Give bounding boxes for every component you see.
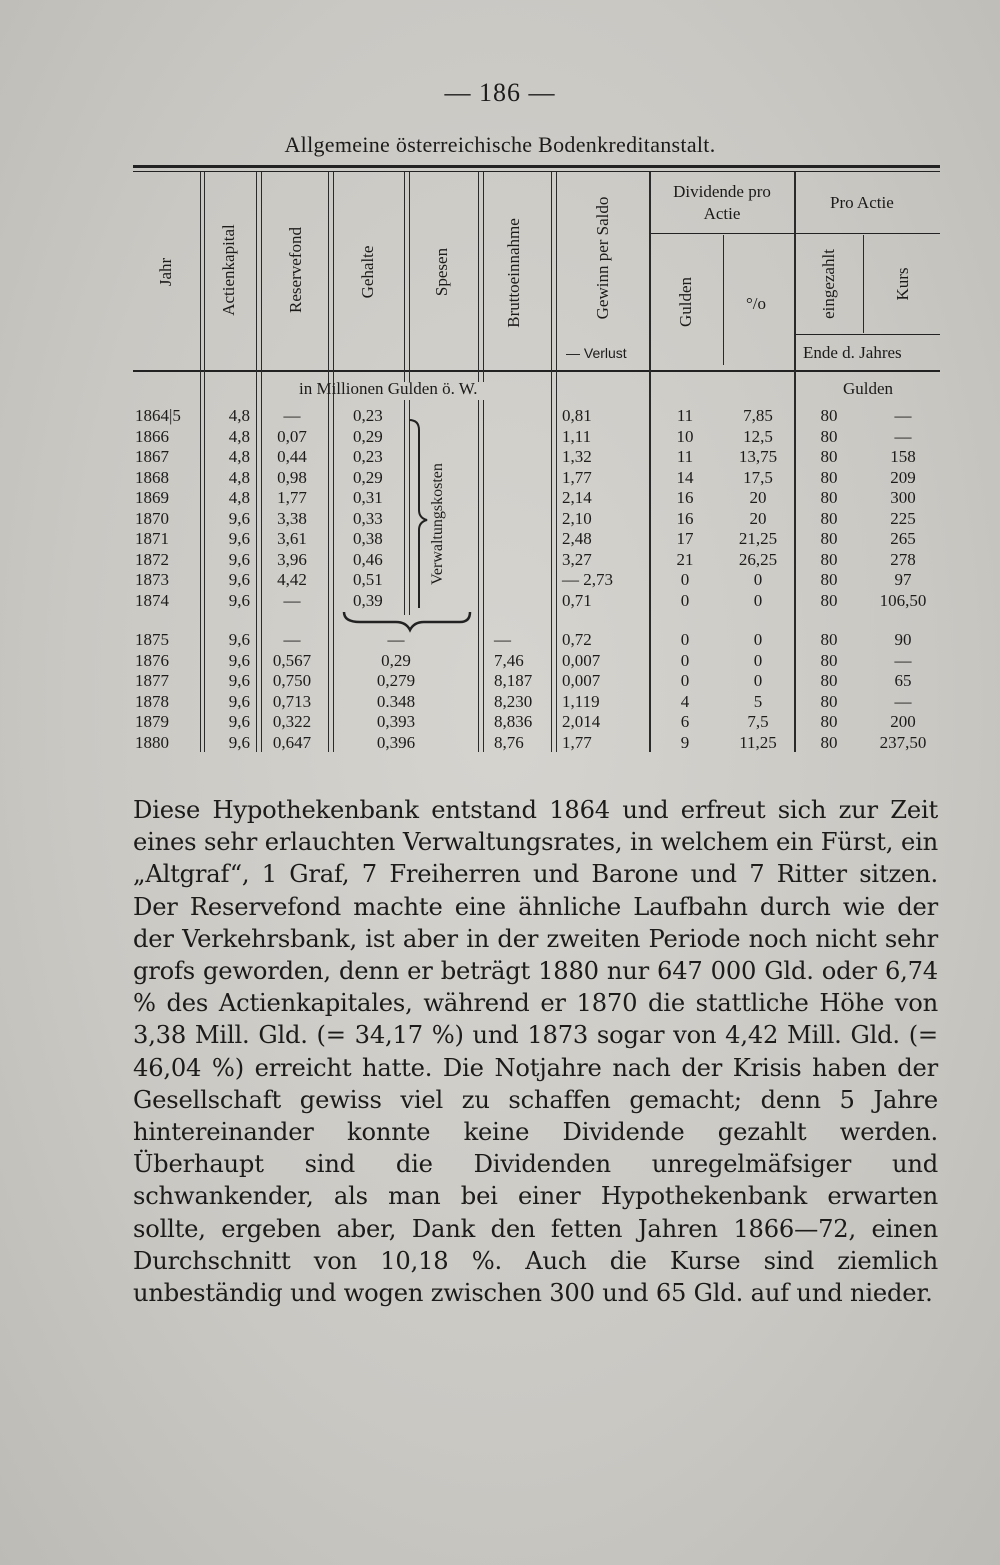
cell-kurs: 158 [890,447,916,466]
cell-kapital: 9,6 [228,691,250,711]
cell-kurs: 278 [890,549,916,569]
col-header-percent: °/o [746,294,767,313]
cell-spesen: 0,393 [376,712,416,732]
cell-div-p: 26,25 [738,549,778,569]
cell-gehalte: 0,23 [353,406,383,425]
cell-gehalte: 0,46 [353,549,383,569]
col-header-spesen: Spesen [432,247,451,297]
col-divider [328,172,329,752]
cell-div-p: 0 [753,671,763,691]
cell-kapital: 9,6 [228,529,250,548]
cell-gewinn: 1,119 [562,691,600,711]
cell-reserve: 0,07 [277,426,307,446]
cell-div-g: 0 [680,671,690,691]
cell-eingez: 80 [820,733,838,752]
cell-div-g: 0 [680,630,690,649]
col-divider [204,172,205,752]
cell-brutto: 8,230 [494,691,533,711]
cell-div-g: 16 [676,488,694,507]
cell-spesen: 0,396 [376,733,416,752]
cell-eingez: 80 [820,712,838,732]
col-header-actienkapital: Actienkapital [219,224,238,316]
col-divider [409,172,410,382]
cell-gewinn: 1,77 [562,733,592,752]
cell-div-g: 14 [676,467,694,487]
unit-label-gulden: Gulden [843,379,894,398]
cell-jahr: 1866 [135,426,169,446]
cell-reserve: 0,98 [277,467,307,487]
cell-jahr: 1872 [135,549,169,569]
cell-eingez: 80 [820,549,838,569]
cell-gehalte: 0,29 [353,426,383,446]
cell-gewinn: 1,77 [562,467,592,487]
cell-gewinn: 2,10 [562,508,592,528]
cell-jahr: 1873 [135,570,169,589]
col-header-gewinn: Gewinn per Saldo [593,196,612,320]
cell-reserve: 3,96 [277,549,307,569]
cell-kurs: 90 [894,630,912,649]
cell-spesen: 0,29 [381,650,411,670]
cell-brutto: 8,836 [494,712,533,732]
cell-reserve: — [283,406,301,425]
body-paragraph: Diese Hypothekenbank entstand 1864 und erfreut sich zur Zeit eines sehr erlauchten Verwaltungsrates, in welchem ein Fürst, ein „Altgraf“, 1 Graf, 7 Freiherren und Barone und 7 Ritter sitzen. Der Reservefond machte eine ähnliche Laufbahn durch wie der der Verkehrsbank, ist aber in der zweiten Periode noch nicht sehr grofs geworden, denn er beträgt 1880 nur 647 000 Gld. oder 6,74 % des Actienkapitales, während er 1870 die stattliche Höhe von 3,38 Mill. Gld. (= 34,17 %) und 1873 sogar von 4,42 Mill. Gld. (= 46,04 %) erreicht hatte. Die Notjahre nach der Krisis haben der Gesellschaft gewiss viel zu schaffen gemacht; denn 5 Jahre hintereinander konnte keine Dividende gezahlt werden. Überhaupt sind die Dividenden unregelmäfsiger und schwankender, als man bei einer Hypothekenbank erwarten sollte, ergeben aber, Dank den fetten Jahren 1866—72, einen Durchschnitt von 10,18 %. Auch die Kurse sind ziemlich unbeständig und wogen zwischen 300 und 65 Gld. auf und nieder. [133,796,938,1308]
cell-gewinn: 0,007 [562,650,601,670]
cell-kapital: 4,8 [228,467,250,487]
cell-jahr: 1879 [135,712,169,732]
col-divider [483,172,484,382]
cell-spesen: 0.348 [376,691,416,711]
cell-jahr: 1871 [135,529,169,548]
cell-jahr: 1869 [135,488,169,507]
col-header-gulden: Gulden [676,276,695,328]
cell-kapital: 9,6 [228,570,250,589]
cell-kapital: 9,6 [228,671,250,691]
cell-spesen: — [387,630,405,649]
cell-div-g: 9 [680,733,690,752]
cell-eingez: 80 [820,488,838,507]
cell-kapital: 9,6 [228,508,250,528]
cell-reserve: — [283,630,301,649]
cell-kapital: 9,6 [228,590,250,610]
col-header-jahr: Jahr [156,257,175,287]
cell-div-g: 11 [676,406,694,425]
table-top-rule [133,165,940,168]
dividende-sub-rule [651,233,794,234]
cell-kurs: — [894,650,912,670]
cell-gewinn: 0,71 [562,590,592,610]
cell-kapital: 9,6 [228,733,250,752]
cell-brutto: — [494,630,511,649]
cell-reserve: 4,42 [277,570,307,589]
cell-eingez: 80 [820,508,838,528]
cell-kurs: 97 [894,570,912,589]
cell-div-p: 13,75 [738,447,778,466]
cell-div-g: 11 [676,447,694,466]
col-header-bruttoeinnahme: Bruttoeinnahme [504,218,523,328]
cell-eingez: 80 [820,426,838,446]
cell-kurs: 200 [890,712,916,732]
col-divider [261,172,262,752]
cell-jahr: 1870 [135,508,169,528]
cell-kurs: 265 [890,529,916,548]
page-number: — 186 — [444,78,556,107]
col-header-verlust: — Verlust [566,345,627,361]
cell-kapital: 9,6 [228,549,250,569]
cell-gewinn: 1,11 [562,426,592,446]
cell-div-g: 17 [676,529,694,548]
cell-kapital: 4,8 [228,447,250,466]
col-divider [556,172,557,752]
col-header-eingezahlt: eingezahlt [819,249,838,319]
cell-kurs: 65 [894,671,912,691]
proactie-sub-rule [796,233,940,234]
cell-kurs: 209 [890,467,916,487]
cell-gehalte: 0,29 [353,467,383,487]
cell-reserve: 0,567 [272,650,312,670]
cell-gewinn: 0,72 [562,630,592,649]
cell-div-p: 0 [753,570,763,589]
cell-eingez: 80 [820,590,838,610]
cell-gehalte: 0,38 [353,529,383,548]
cell-gewinn: — 2,73 [562,570,613,589]
cell-div-p: 11,25 [739,733,777,752]
cell-gehalte: 0,31 [353,488,383,507]
cell-div-p: 7,85 [743,406,773,425]
cell-kapital: 4,8 [228,406,250,425]
cell-kurs: 106,50 [879,590,927,610]
cell-eingez: 80 [820,650,838,670]
cell-div-p: 12,5 [743,426,773,446]
cell-div-p: 20 [749,508,767,528]
cell-div-g: 0 [680,590,690,610]
col-divider [478,172,479,382]
col-header-dividende: Dividende pro Actie [673,182,771,223]
cell-div-g: 21 [676,549,694,569]
page-heading: Allgemeine österreichische Bodenkreditanstalt. [284,132,716,157]
col-divider [333,172,334,752]
cell-gehalte: 0,39 [353,590,383,610]
cell-eingez: 80 [820,447,838,466]
cell-gehalte: 0,51 [353,570,383,589]
table-top-rule-thin [133,171,940,172]
cell-gewinn: 0,81 [562,406,592,425]
cell-div-p: 20 [749,488,767,507]
header-bottom-rule [133,370,940,372]
cell-gewinn: 2,48 [562,529,592,548]
cell-jahr: 1876 [135,650,169,670]
cell-kurs: 225 [890,508,916,528]
cell-jahr: 1878 [135,691,169,711]
col-header-gehalte: Gehalte [358,245,377,299]
cell-jahr: 1877 [135,671,169,691]
col-header-reservefond: Reservefond [286,227,305,313]
cell-reserve: 0,647 [272,733,312,752]
cell-gewinn: 0,007 [562,671,601,691]
cell-reserve: — [283,590,301,610]
ende-jahres-rule [796,334,940,335]
cell-kurs: 300 [890,488,916,507]
cell-reserve: 3,61 [277,529,307,548]
cell-brutto: 7,46 [494,650,524,670]
cell-jahr: 1864|5 [135,406,181,425]
cell-gewinn: 3,27 [562,549,592,569]
cell-div-p: 5 [753,691,763,711]
col-divider [863,235,864,333]
cell-div-p: 21,25 [738,529,778,548]
col-header-ende-jahres: Ende d. Jahres [803,343,902,362]
cell-div-g: 10 [676,426,694,446]
cell-kurs: — [894,426,912,446]
cell-reserve: 0,322 [272,712,312,732]
verwaltungskosten-label: Verwaltungskosten [429,463,446,585]
cell-reserve: 0,44 [277,447,307,466]
cell-kapital: 9,6 [228,650,250,670]
col-divider [200,172,201,752]
cell-div-g: 0 [680,650,690,670]
cell-eingez: 80 [820,529,838,548]
cell-kurs: — [894,691,912,711]
cell-jahr: 1867 [135,447,169,466]
cell-eingez: 80 [820,467,838,487]
cell-div-p: 0 [753,630,763,649]
cell-reserve: 3,38 [277,508,307,528]
cell-eingez: 80 [820,691,838,711]
cell-gewinn: 2,014 [562,712,601,732]
cell-reserve: 0,750 [272,671,312,691]
cell-eingez: 80 [820,570,838,589]
cell-jahr: 1874 [135,590,169,610]
cell-kapital: 9,6 [228,712,250,732]
cell-brutto: 8,187 [494,671,533,691]
cell-gehalte: 0,33 [353,508,383,528]
cell-reserve: 0,713 [272,691,312,711]
cell-eingez: 80 [820,671,838,691]
cell-kapital: 9,6 [228,630,250,649]
cell-kapital: 4,8 [228,488,250,507]
cell-reserve: 1,77 [277,488,307,507]
cell-div-p: 0 [753,650,763,670]
cell-kapital: 4,8 [228,426,250,446]
cell-kurs: — [894,406,912,425]
col-divider [723,235,724,365]
cell-div-g: 4 [680,691,690,711]
cell-spesen: 0,279 [376,671,416,691]
unit-label-millionen: in Millionen Gulden ö. W. [299,379,478,398]
cell-gewinn: 2,14 [562,488,592,507]
cell-div-p: 0 [753,590,763,610]
cell-div-p: 17,5 [743,467,773,487]
cell-brutto: 8,76 [494,733,524,752]
cell-jahr: 1880 [135,733,169,752]
cell-div-g: 6 [680,712,690,732]
cell-div-p: 7,5 [747,712,769,732]
cell-gehalte: 0,23 [353,447,383,466]
col-header-kurs: Kurs [893,267,912,301]
col-header-pro-actie: Pro Actie [830,193,894,212]
col-divider [256,172,257,752]
cell-kurs: 237,50 [879,733,927,752]
cell-div-g: 16 [676,508,694,528]
cell-jahr: 1875 [135,630,169,649]
col-divider [404,172,405,382]
cell-eingez: 80 [820,630,838,649]
cell-eingez: 80 [820,406,838,425]
cell-div-g: 0 [680,570,690,589]
cell-gewinn: 1,32 [562,447,592,466]
cell-jahr: 1868 [135,467,169,487]
col-divider [794,172,796,752]
